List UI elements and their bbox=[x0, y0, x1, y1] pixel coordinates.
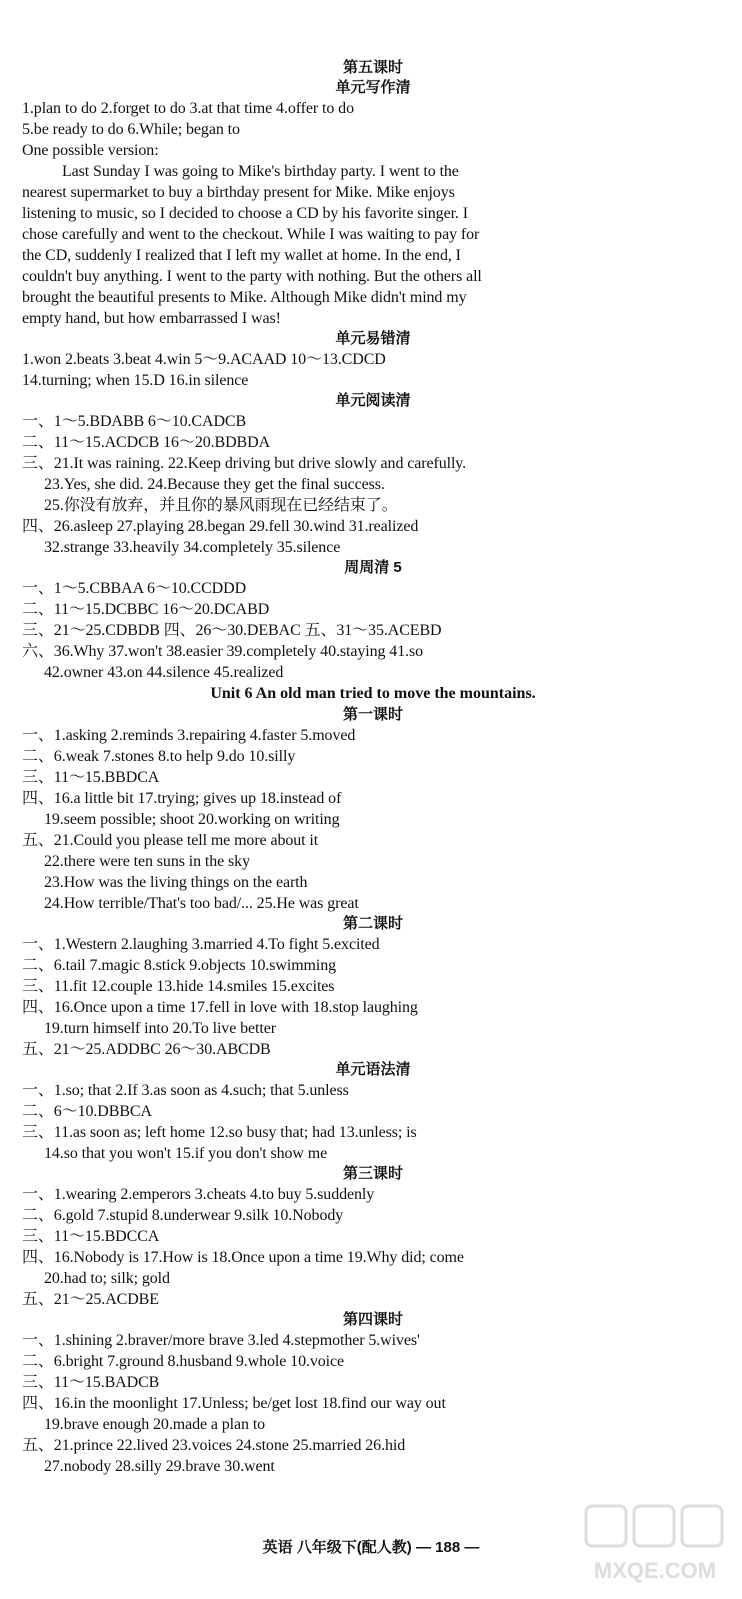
answer-line: 42.owner 43.on 44.silence 45.realized bbox=[44, 664, 284, 681]
answer-line: 27.nobody 28.silly 29.brave 30.went bbox=[44, 1458, 275, 1475]
sample-essay bbox=[22, 161, 724, 329]
answer-line: 25.你没有放弃，并且你的暴风雨现在已经结束了。 bbox=[44, 497, 398, 514]
answer-line: 23.Yes, she did. 24.Because they get the final success. bbox=[44, 476, 385, 493]
answer-line: 一、1.shining 2.braver/more brave 3.led 4.stepmother 5.wives' bbox=[22, 1332, 420, 1349]
answer-line: 32.strange 33.heavily 34.completely 35.silence bbox=[44, 539, 341, 556]
essay-line: Last Sunday I was going to Mike's birthday party. I went to the bbox=[62, 163, 459, 180]
watermark-logo-icon bbox=[580, 1500, 730, 1590]
answer-line: 二、11～15.DCBBC 16～20.DCABD bbox=[22, 601, 270, 618]
section-heading: 第二课时 bbox=[342, 915, 403, 932]
answer-line: 1.plan to do 2.forget to do 3.at that time 4.offer to do bbox=[22, 100, 354, 117]
answer-line: 二、6.weak 7.stones 8.to help 9.do 10.silly bbox=[22, 748, 296, 765]
answer-line: 二、6.tail 7.magic 8.stick 9.objects 10.swimming bbox=[22, 957, 337, 974]
answer-line: 四、16.Nobody is 17.How is 18.Once upon a time 19.Why did; come bbox=[22, 1249, 464, 1266]
answer-line: 19.turn himself into 20.To live better bbox=[44, 1020, 276, 1037]
answer-line: 一、1～5.BDABB 6～10.CADCB bbox=[22, 413, 247, 430]
section-heading: 周周清 5 bbox=[344, 559, 402, 576]
answer-line: 20.had to; silk; gold bbox=[44, 1270, 170, 1287]
answer-line: 三、11.fit 12.couple 13.hide 14.smiles 15.excites bbox=[22, 978, 335, 995]
section-heading: 第一课时 bbox=[342, 706, 403, 723]
essay-line: couldn't buy anything. I went to the party with nothing. But the others all bbox=[22, 268, 482, 285]
essay-line: nearest supermarket to buy a birthday present for Mike. Mike enjoys bbox=[22, 184, 455, 201]
essay-line: empty hand, but how embarrassed I was! bbox=[22, 310, 281, 327]
answer-line: 一、1.so; that 2.If 3.as soon as 4.such; that 5.unless bbox=[22, 1082, 349, 1099]
page-footer: 英语 八年级下(配人教) — 188 — bbox=[262, 1539, 480, 1556]
answer-line: 22.there were ten suns in the sky bbox=[44, 853, 250, 870]
answer-line: 五、21.Could you please tell me more about it bbox=[22, 832, 319, 849]
answer-line: 一、1.asking 2.reminds 3.repairing 4.faster 5.moved bbox=[22, 727, 356, 744]
answer-line: 五、21～25.ADDBC 26～30.ABCDB bbox=[22, 1041, 271, 1058]
answer-line: 19.seem possible; shoot 20.working on writing bbox=[44, 811, 340, 828]
answer-line: 四、26.asleep 27.playing 28.began 29.fell 30.wind 31.realized bbox=[22, 518, 419, 535]
section-heading: 单元阅读清 bbox=[335, 392, 411, 409]
section-heading: 第三课时 bbox=[342, 1165, 403, 1182]
answer-line: 23.How was the living things on the earth bbox=[44, 874, 308, 891]
answer-line: 四、16.in the moonlight 17.Unless; be/get lost 18.find our way out bbox=[22, 1395, 446, 1412]
essay-line: chose carefully and went to the checkout. While I was waiting to pay for bbox=[22, 226, 480, 243]
essay-line: the CD, suddenly I realized that I left my wallet at home. In the end, I bbox=[22, 247, 461, 264]
answer-line: 五、21.prince 22.lived 23.voices 24.stone 25.married 26.hid bbox=[22, 1437, 406, 1454]
answer-line: 二、6.gold 7.stupid 8.underwear 9.silk 10.Nobody bbox=[22, 1207, 344, 1224]
unit-title: Unit 6 An old man tried to move the mountains. bbox=[210, 685, 536, 702]
answer-page bbox=[22, 58, 724, 1477]
section-heading: 第五课时 bbox=[342, 59, 403, 76]
section-heading: 第四课时 bbox=[342, 1311, 403, 1328]
answer-line: 一、1.Western 2.laughing 3.married 4.To fight 5.excited bbox=[22, 936, 380, 953]
answer-line: 19.brave enough 20.made a plan to bbox=[44, 1416, 266, 1433]
section-heading: 单元语法清 bbox=[335, 1061, 411, 1078]
answer-line: 二、11～15.ACDCB 16～20.BDBDA bbox=[22, 434, 271, 451]
answer-line: 一、1～5.CBBAA 6～10.CCDDD bbox=[22, 580, 247, 597]
svg-text:MXQE.COM: MXQE.COM bbox=[593, 1558, 717, 1583]
essay-line: brought the beautiful presents to Mike. Although Mike didn't mind my bbox=[22, 289, 467, 306]
answer-line: 24.How terrible/That's too bad/... 25.He was great bbox=[44, 895, 359, 912]
answer-line: 5.be ready to do 6.While; began to bbox=[22, 121, 240, 138]
essay-line: listening to music, so I decided to choose a CD by his favorite singer. I bbox=[22, 205, 468, 222]
answer-line: 三、11～15.BDCCA bbox=[22, 1228, 160, 1245]
answer-line: 二、6～10.DBBCA bbox=[22, 1103, 152, 1120]
section-heading: 单元写作清 bbox=[335, 79, 411, 96]
answer-line: 三、11～15.BBDCA bbox=[22, 769, 160, 786]
answer-line: 四、16.Once upon a time 17.fell in love with 18.stop laughing bbox=[22, 999, 418, 1016]
answer-line: 五、21～25.ACDBE bbox=[22, 1291, 159, 1308]
answer-line: 二、6.bright 7.ground 8.husband 9.whole 10.voice bbox=[22, 1353, 345, 1370]
section-heading: 单元易错清 bbox=[335, 330, 411, 347]
answer-line: One possible version: bbox=[22, 142, 159, 159]
answer-line: 六、36.Why 37.won't 38.easier 39.completely 40.staying 41.so bbox=[22, 643, 424, 660]
answer-line: 14.turning; when 15.D 16.in silence bbox=[22, 372, 249, 389]
answer-line: 三、11～15.BADCB bbox=[22, 1374, 160, 1391]
answer-line: 1.won 2.beats 3.beat 4.win 5～9.ACAAD 10～13.CDCD bbox=[22, 351, 386, 368]
answer-line: 四、16.a little bit 17.trying; gives up 18.instead of bbox=[22, 790, 342, 807]
answer-line: 三、11.as soon as; left home 12.so busy that; had 13.unless; is bbox=[22, 1124, 417, 1141]
answer-line: 三、21.It was raining. 22.Keep driving but drive slowly and carefully. bbox=[22, 455, 467, 472]
answer-line: 一、1.wearing 2.emperors 3.cheats 4.to buy 5.suddenly bbox=[22, 1186, 375, 1203]
answer-line: 三、21～25.CDBDB 四、26～30.DEBAC 五、31～35.ACEBD bbox=[22, 622, 442, 639]
answer-line: 14.so that you won't 15.if you don't show me bbox=[44, 1145, 328, 1162]
